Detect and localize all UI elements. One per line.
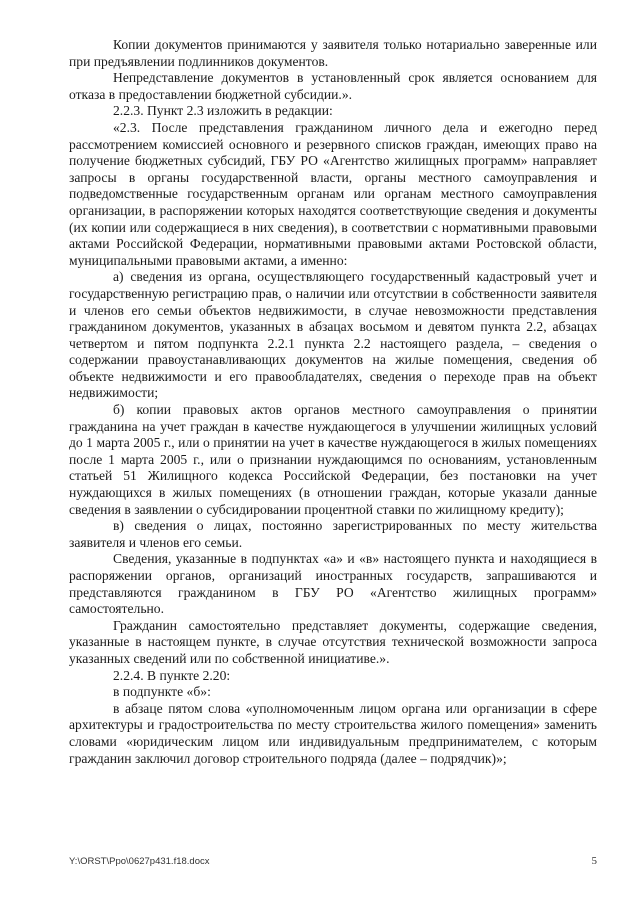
paragraph-2-2-3-heading: 2.2.3. Пункт 2.3 изложить в редакции: [113,103,333,119]
footer-file-path: Y:\ORST\Ppo\0627p431.f18.docx [69,856,210,867]
paragraph-item-a: а) сведения из органа, осуществляющего государственный кадастровый учет и государственную регистрацию прав, о наличии или отсутствии в собственности заявителя и членов его семьи объектов недвижимости, в случае невозможности представления гражданином документов, указанных в абзацах восьмом и девятом пункта 2.2, абзацах четвертом и пятом подпункта 2.2.1 пункта 2.2 настоящего раздела, – сведения о содержании правоустанавливающих документов на жилые помещения, сведения об объекте недвижимости и его правообладателях, сведения о переходе прав на объект недвижимости; [69,269,597,401]
paragraph-foreign-info: Сведения, указанные в подпунктах «а» и «в» настоящего пункта и находящиеся в распоряжении органов, организаций иностранных государств, запрашиваются и представляются гражданином в ГБУ РО «Агентство жилищных программ» самостоятельно. [69,551,597,617]
paragraph-2-3-requests: «2.3. После представления гражданином личного дела и ежегодно перед рассмотрением комиссией основного и резервного списков граждан, имеющих право на получение бюджетных субсидий, ГБУ РО «Агентство жилищных программ» направляет запросы в органы государственной власти, органы местного самоуправления и подведомственные государственным органам или органам местного самоуправления организации, в распоряжении которых находятся соответствующие сведения и документы (их копии или содержащиеся в них сведения), в соответствии с нормативными правовыми актами Российской Федерации, нормативными правовыми актами Ростовской области, муниципальными правовыми актами, а именно: [69,119,597,268]
document-body [69,37,597,767]
paragraph-subitem-b: в подпункте «б»: [113,684,211,700]
paragraph-refusal-grounds: Непредставление документов в установленный срок является основанием для отказа в предоставлении бюджетной субсидии.». [69,70,597,102]
paragraph-item-b: б) копии правовых актов органов местного самоуправления о принятии гражданина на учет граждан в качестве нуждающегося в улучшении жилищных условий до 1 марта 2005 г., или о принятии на учет в качестве нуждающегося в жилых помещениях после 1 марта 2005 г., или о признании нуждающимся по основаниям, установленным статьей 51 Жилищного кодекса Российской Федерации, без постановки на учет нуждающихся в жилых помещениях (в отношении граждан, которые указали данные сведения в заявлении о субсидировании процентной ставки по жилищному кредиту); [69,402,597,517]
paragraph-2-2-4-heading: 2.2.4. В пункте 2.20: [113,667,231,683]
paragraph-copies-accepted: Копии документов принимаются у заявителя только нотариально заверенные или при предъявлении подлинников документов. [69,37,597,69]
paragraph-own-initiative: Гражданин самостоятельно представляет документы, содержащие сведения, указанные в настоящем пункте, в случае отсутствия технической возможности запроса указанных сведений или по собственной инициативе.». [69,617,597,666]
footer-page-number: 5 [591,855,597,867]
paragraph-item-v: в) сведения о лицах, постоянно зарегистрированных по месту жительства заявителя и членов его семьи. [69,518,597,550]
paragraph-fifth-paragraph-change: в абзаце пятом слова «уполномоченным лицом органа или организации в сфере архитектуры и градостроительства по месту строительства жилого помещения» заменить словами «юридическим лицом или индивидуальным предпринимателем, с которым гражданин заключил договор строительного подряда (далее – подрядчик)»; [69,700,597,766]
